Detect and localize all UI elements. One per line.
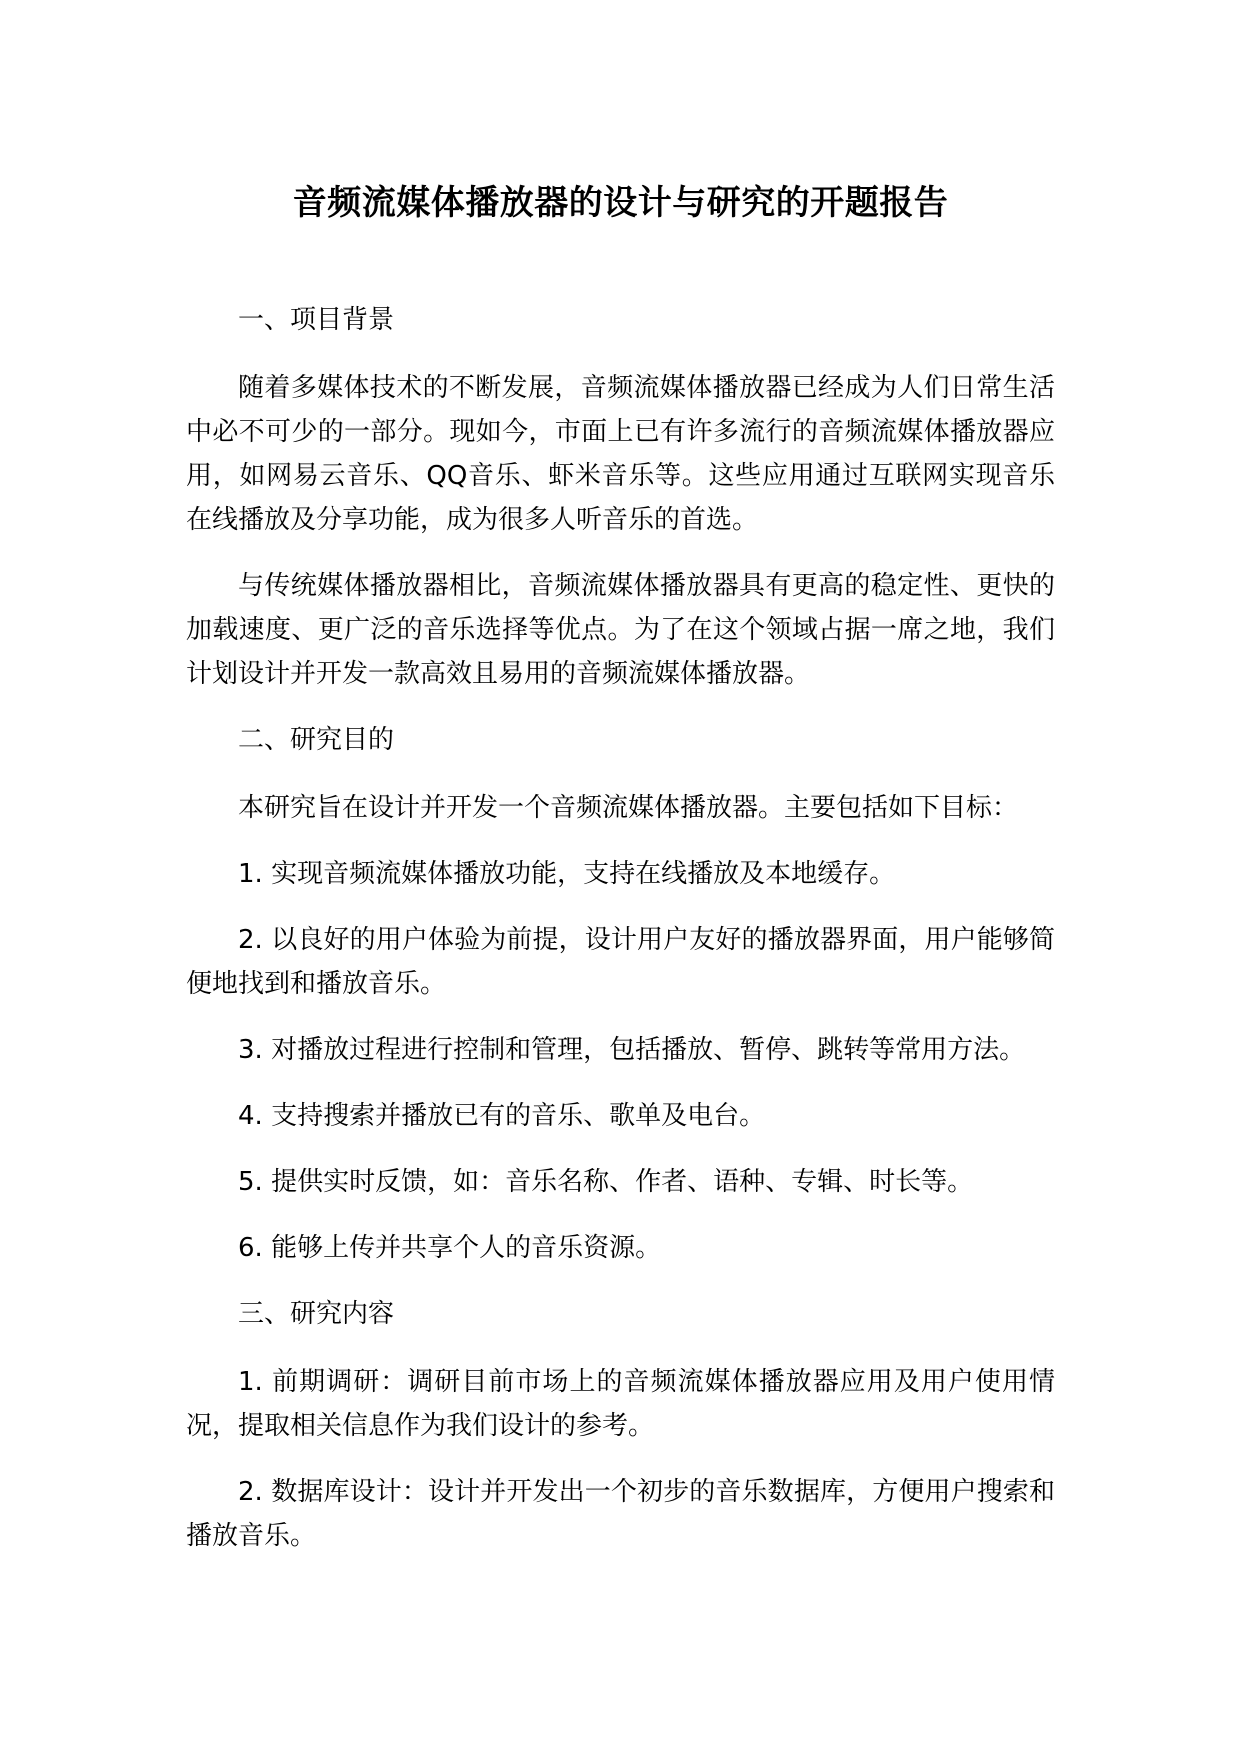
document-title: 音频流媒体播放器的设计与研究的开题报告: [292, 183, 949, 223]
list-item-content-2: 2. 数据库设计：设计并开发出一个初步的音乐数据库，方便用户搜索和播放音乐。: [186, 1477, 1055, 1551]
paragraph-purpose-intro: 本研究旨在设计并开发一个音频流媒体播放器。主要包括如下目标：: [238, 793, 1019, 823]
section-heading-content: 三、研究内容: [238, 1299, 395, 1329]
list-item-goal-4: 4. 支持搜索并播放已有的音乐、歌单及电台。: [238, 1101, 766, 1131]
list-item-goal-2: 2. 以良好的用户体验为前提，设计用户友好的播放器界面，用户能够简便地找到和播放音乐。: [186, 925, 1055, 999]
list-item-goal-5: 5. 提供实时反馈，如：音乐名称、作者、语种、专辑、时长等。: [238, 1167, 974, 1197]
list-item-goal-6: 6. 能够上传并共享个人的音乐资源。: [238, 1233, 662, 1263]
paragraph-background-1: 随着多媒体技术的不断发展，音频流媒体播放器已经成为人们日常生活中必不可少的一部分。现如今，市面上已有许多流行的音频流媒体播放器应用，如网易云音乐、QQ音乐、虾米音乐等。这些应用通过互联网实现音乐在线播放及分享功能，成为很多人听音乐的首选。: [186, 373, 1055, 535]
list-item-goal-1: 1. 实现音频流媒体播放功能，支持在线播放及本地缓存。: [238, 859, 896, 889]
list-item-goal-3: 3. 对播放过程进行控制和管理，包括播放、暂停、跳转等常用方法。: [238, 1035, 1026, 1065]
document-body: [186, 298, 1055, 1558]
section-heading-purpose: 二、研究目的: [238, 725, 395, 755]
section-heading-background: 一、项目背景: [238, 305, 395, 335]
list-item-content-1: 1. 前期调研：调研目前市场上的音频流媒体播放器应用及用户使用情况，提取相关信息作为我们设计的参考。: [186, 1367, 1055, 1441]
paragraph-background-2: 与传统媒体播放器相比，音频流媒体播放器具有更高的稳定性、更快的加载速度、更广泛的音乐选择等优点。为了在这个领域占据一席之地，我们计划设计并开发一款高效且易用的音频流媒体播放器。: [186, 571, 1055, 689]
